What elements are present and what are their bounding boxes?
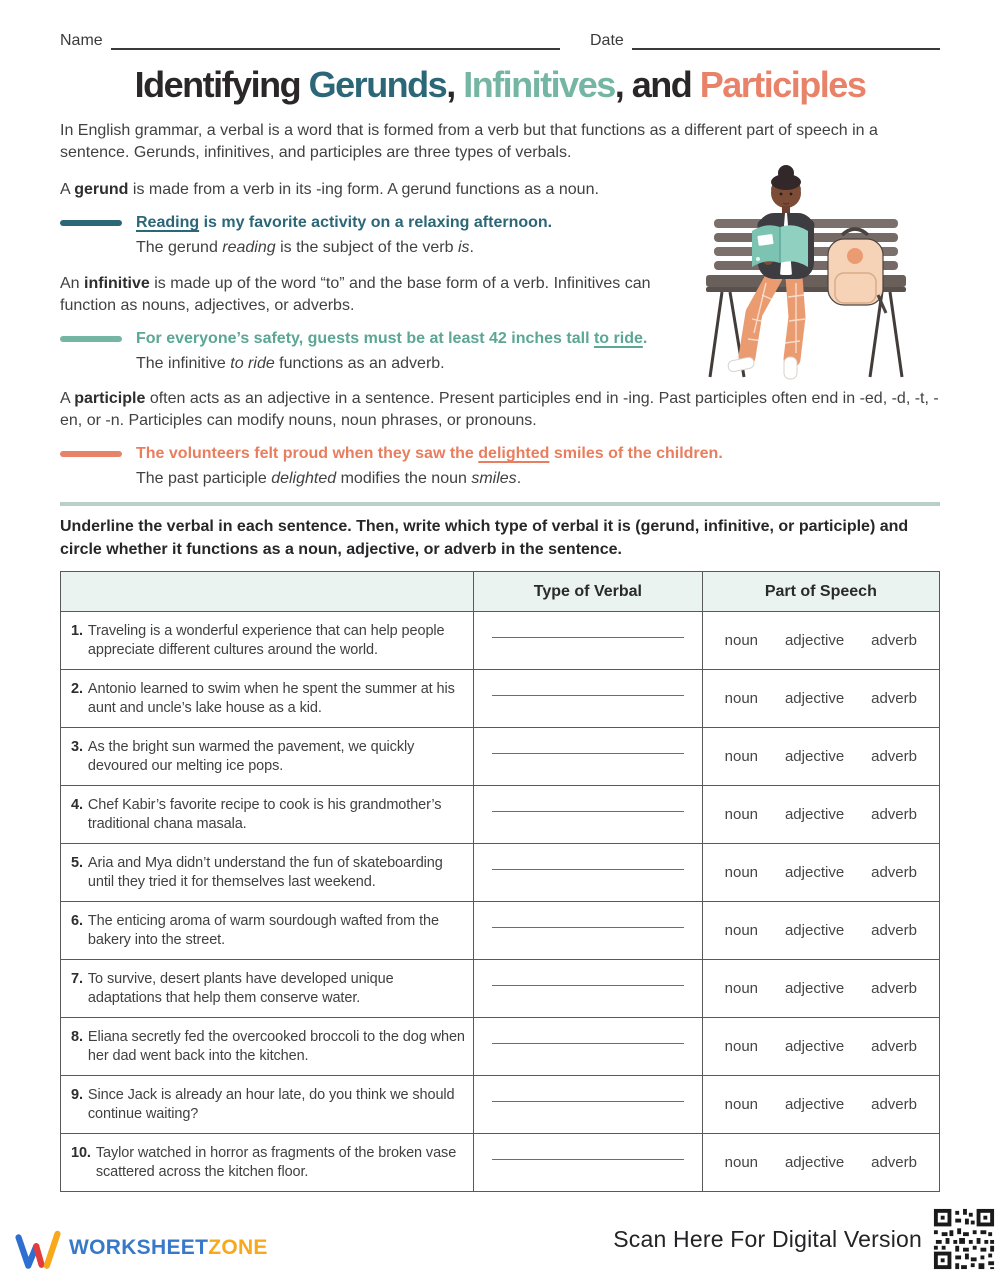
pos-option-adjective[interactable]: adjective	[784, 806, 845, 823]
participle-example-post: smiles of the children.	[549, 445, 723, 462]
title-comma1: ,	[446, 64, 464, 105]
pos-option-adverb[interactable]: adverb	[871, 864, 917, 881]
participle-term: participle	[74, 390, 146, 407]
infinitive-example-pre: For everyone’s safety, guests must be at least 42 inches tall	[136, 330, 594, 347]
pos-option-adverb[interactable]: adverb	[871, 1154, 917, 1171]
title-gerunds: Gerunds	[308, 64, 447, 105]
type-of-verbal-blank[interactable]	[492, 810, 684, 812]
pos-option-noun[interactable]: noun	[724, 980, 759, 997]
pos-option-noun[interactable]: noun	[724, 922, 759, 939]
brand-zone: ZONE	[208, 1236, 268, 1259]
table-row	[61, 960, 940, 1018]
item-sentence: Since Jack is already an hour late, do you think we should continue waiting?	[87, 1086, 455, 1122]
worksheet-zone-logo	[15, 1225, 268, 1271]
pos-option-adverb[interactable]: adverb	[871, 748, 917, 765]
item-sentence: To survive, desert plants have developed unique adaptations that help them conserve water.	[87, 970, 394, 1006]
item-number: 1.	[71, 622, 83, 639]
table-row	[61, 1018, 940, 1076]
type-of-verbal-blank[interactable]	[492, 1042, 684, 1044]
date-write-line[interactable]	[632, 32, 940, 50]
gerund-example-post: is my favorite activity on a relaxing afternoon.	[199, 214, 553, 231]
participle-example-sentence	[136, 443, 723, 465]
participle-example-dash-icon	[60, 451, 122, 457]
infinitive-definition	[60, 273, 678, 317]
gerund-def-pre: A	[60, 181, 75, 198]
pos-option-adjective[interactable]: adjective	[784, 922, 845, 939]
qr-code-icon	[932, 1207, 996, 1271]
item-sentence: The enticing aroma of warm sourdough wafted from the bakery into the street.	[87, 912, 439, 948]
exercise-table	[60, 571, 940, 1192]
name-write-line[interactable]	[111, 32, 560, 50]
pos-option-adverb[interactable]: adverb	[871, 690, 917, 707]
date-field-group	[590, 32, 940, 50]
part-of-speech-column-header: Part of Speech	[702, 572, 939, 612]
table-row	[61, 670, 940, 728]
page-title	[60, 64, 940, 106]
item-number: 4.	[71, 796, 83, 813]
w-logo-icon	[15, 1225, 61, 1271]
table-row	[61, 612, 940, 670]
sentence-column-header	[61, 572, 474, 612]
item-number: 7.	[71, 970, 83, 987]
pos-option-adverb[interactable]: adverb	[871, 1038, 917, 1055]
type-of-verbal-blank[interactable]	[492, 984, 684, 986]
item-sentence: Aria and Mya didn’t understand the fun of skateboarding until they tried it for themselves last weekend.	[87, 854, 443, 890]
name-field-group	[60, 32, 560, 50]
pos-option-noun[interactable]: noun	[724, 806, 759, 823]
pos-option-adjective[interactable]: adjective	[784, 980, 845, 997]
section-divider	[60, 502, 940, 506]
item-number: 10.	[71, 1144, 91, 1161]
item-sentence: As the bright sun warmed the pavement, we quickly devoured our melting ice pops.	[87, 738, 415, 774]
type-of-verbal-blank[interactable]	[492, 926, 684, 928]
type-of-verbal-blank[interactable]	[492, 1100, 684, 1102]
table-row	[61, 728, 940, 786]
participle-example-pre: The volunteers felt proud when they saw the	[136, 445, 479, 462]
participle-example-underlined: delighted	[478, 445, 550, 462]
infinitive-example-sentence	[136, 328, 647, 350]
item-sentence: Antonio learned to swim when he spent the summer at his aunt and uncle’s lake house as a kid.	[87, 680, 455, 716]
pos-option-adverb[interactable]: adverb	[871, 632, 917, 649]
type-of-verbal-column-header: Type of Verbal	[474, 572, 703, 612]
type-of-verbal-blank[interactable]	[492, 636, 684, 638]
pos-option-adverb[interactable]: adverb	[871, 922, 917, 939]
gerund-example-sentence	[136, 212, 552, 234]
pos-option-noun[interactable]: noun	[724, 1038, 759, 1055]
participle-def-pre: A	[60, 390, 75, 407]
brand-worksheet: WORKSHEET	[69, 1236, 209, 1259]
item-sentence: Traveling is a wonderful experience that can help people appreciate different cultures around the world.	[87, 622, 445, 658]
person-reading-on-bench-illustration	[700, 163, 912, 385]
pos-option-adjective[interactable]: adjective	[784, 1038, 845, 1055]
brand-wordmark	[69, 1236, 268, 1260]
item-sentence: Chef Kabir’s favorite recipe to cook is his grandmother’s traditional chana masala.	[87, 796, 442, 832]
pos-option-adjective[interactable]: adjective	[784, 748, 845, 765]
pos-option-adverb[interactable]: adverb	[871, 806, 917, 823]
pos-option-noun[interactable]: noun	[724, 864, 759, 881]
gerund-example-underlined: Reading	[136, 214, 200, 231]
intro-paragraph: In English grammar, a verbal is a word that is formed from a verb but that functions as a different part of speech in a sentence. Gerunds, infinitives, and participles are three types of verbals.	[60, 122, 878, 161]
item-sentence: Taylor watched in horror as fragments of the broken vase scattered across the kitchen floor.	[95, 1144, 457, 1180]
infinitive-def-post: is made up of the word “to” and the base form of a verb. Infinitives can function as nouns, adjectives, or adverbs.	[60, 275, 651, 314]
infinitive-explanation: The infinitive to ride functions as an adverb.	[136, 355, 445, 372]
exercise-instructions: Underline the verbal in each sentence. Then, write which type of verbal it is (gerund, infinitive, or participle) and circle whether it functions as a noun, adjective, or adverb in the sentence.	[60, 518, 909, 558]
participle-explanation: The past participle delighted modifies the noun smiles.	[136, 470, 522, 487]
title-participles: Participles	[699, 64, 866, 105]
pos-option-noun[interactable]: noun	[724, 690, 759, 707]
participle-def-post: often acts as an adjective in a sentence. Present participles end in -ing. Past participles often end in -ed, -d, -t, -en, or -n. Participles can modify nouns, noun phrases, or pronouns.	[60, 390, 939, 429]
name-label: Name	[60, 32, 103, 49]
gerund-term: gerund	[74, 181, 129, 198]
pos-option-noun[interactable]: noun	[724, 1154, 759, 1171]
type-of-verbal-blank[interactable]	[492, 694, 684, 696]
table-row	[61, 1134, 940, 1192]
table-row	[61, 786, 940, 844]
date-label: Date	[590, 32, 624, 49]
type-of-verbal-blank[interactable]	[492, 868, 684, 870]
pos-option-adjective[interactable]: adjective	[784, 1096, 845, 1113]
pos-option-adjective[interactable]: adjective	[784, 690, 845, 707]
name-date-row	[60, 28, 940, 50]
item-number: 9.	[71, 1086, 83, 1103]
item-sentence: Eliana secretly fed the overcooked broccoli to the dog when her dad went back into the kitchen.	[87, 1028, 465, 1064]
scan-here-text: Scan Here For Digital Version	[613, 1225, 922, 1252]
pos-option-adverb[interactable]: adverb	[871, 980, 917, 997]
type-of-verbal-blank[interactable]	[492, 1158, 684, 1160]
item-number: 8.	[71, 1028, 83, 1045]
table-header-row	[61, 572, 940, 612]
title-identifying: Identifying	[134, 64, 309, 105]
pos-option-adjective[interactable]: adjective	[784, 864, 845, 881]
item-number: 3.	[71, 738, 83, 755]
footer	[0, 1205, 1000, 1279]
table-row	[61, 1076, 940, 1134]
pos-option-adjective[interactable]: adjective	[784, 632, 845, 649]
table-row	[61, 902, 940, 960]
infinitive-def-pre: An	[60, 275, 85, 292]
item-number: 5.	[71, 854, 83, 871]
participle-example-row	[60, 443, 940, 465]
item-number: 6.	[71, 912, 83, 929]
pos-option-adverb[interactable]: adverb	[871, 1096, 917, 1113]
gerund-def-post: is made from a verb in its -ing form. A gerund functions as a noun.	[128, 181, 599, 198]
title-infinitives: Infinitives	[463, 64, 615, 105]
infinitive-example-underlined: to ride	[593, 330, 643, 347]
infinitive-example-dash-icon	[60, 336, 122, 342]
type-of-verbal-blank[interactable]	[492, 752, 684, 754]
gerund-explanation: The gerund reading is the subject of the verb is.	[136, 239, 474, 256]
gerund-example-dash-icon	[60, 220, 122, 226]
scan-section	[613, 1207, 996, 1271]
table-row	[61, 844, 940, 902]
infinitive-example-post: .	[642, 330, 648, 347]
infinitive-term: infinitive	[84, 275, 150, 292]
pos-option-adjective[interactable]: adjective	[784, 1154, 845, 1171]
pos-option-noun[interactable]: noun	[724, 632, 759, 649]
pos-option-noun[interactable]: noun	[724, 1096, 759, 1113]
title-comma2: , and	[614, 64, 700, 105]
pos-option-noun[interactable]: noun	[724, 748, 759, 765]
participle-definition	[60, 388, 940, 432]
item-number: 2.	[71, 680, 83, 697]
